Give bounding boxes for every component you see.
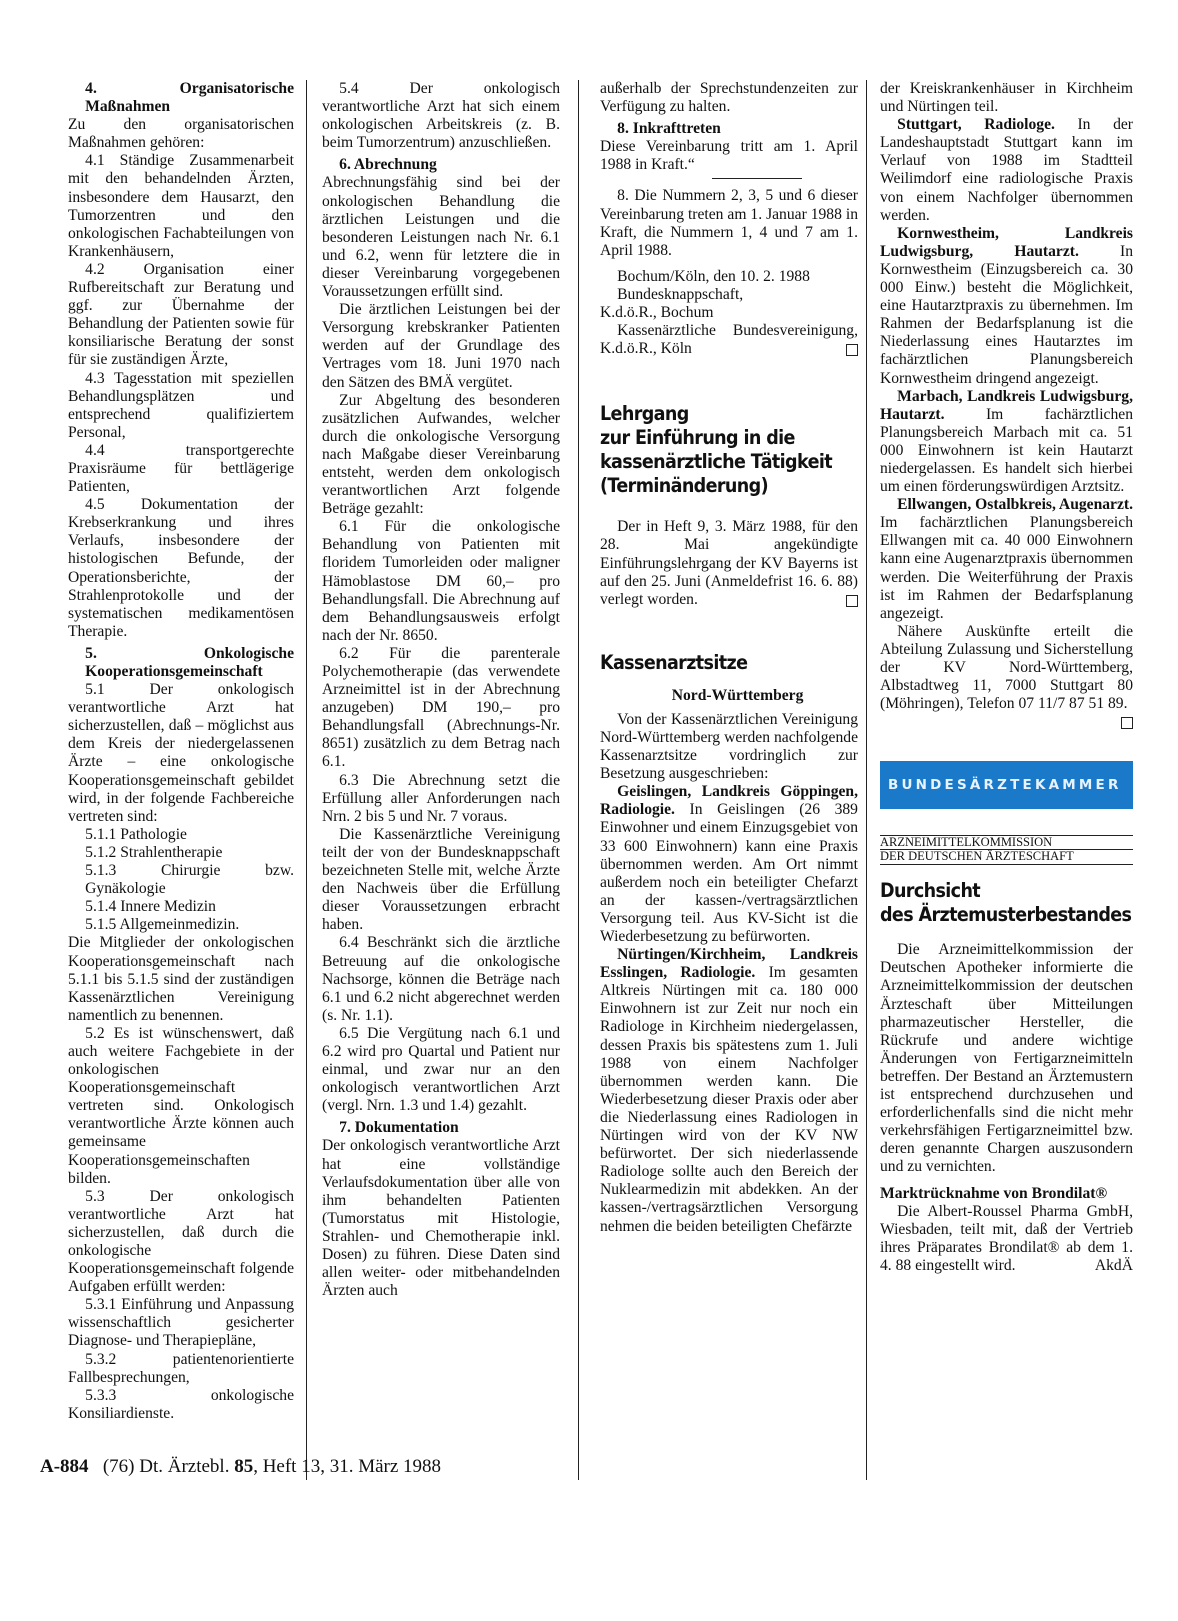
item-5-3-2: 5.3.2 patientenorientierte Fallbesprechungen,	[68, 1350, 294, 1386]
entry-geislingen: Geislingen, Landkreis Göppingen, Radiologie. In Geislingen (26 389 Einwohner und einem Einzugsgebiet von 33 600 Einwohnern) kann eine Praxis übernommen werden. Am Ort nimmt außerdem noch ein beteiligter Chefarzt an der kassen-/vertragsärztlichen Versorgung teil. Aus KV-Sicht ist die Wiederbesetzung zu befürworten.	[600, 783, 858, 945]
kicker-line-1: ARZNEIMITTELKOMMISSION	[880, 836, 1133, 850]
item-5-1-3: 5.1.3 Chirurgie bzw. Gynäkologie	[85, 862, 294, 898]
section-6-intro: Abrechnungsfähig sind bei der onkologischen Behandlung die ärztlichen Leistungen und die besonderen Leistungen nach Nr. 6.1 und 6.2, wenn für letztere die in dieser Vereinbarung vorgegebenen Voraussetzungen erfüllt sind.	[322, 174, 560, 301]
item-4-1: 4.1 Ständige Zusammenarbeit mit den behandelnden Ärzten, insbesondere dem Hausarzt, den Tumorzentren und den onkologischen Fachabteilungen von Krankenhäusern,	[68, 152, 294, 260]
lehrgang-text: Der in Heft 9, 3. März 1988, für den 28. Mai angekündigte Einführungslehrgang der KV Bayerns ist auf den 25. Juni (Anmeldefrist 16. 6. 88) verlegt worden.	[600, 518, 858, 608]
item-5-3-1: 5.3.1 Einführung und Anpassung wissenschaftlich gesicherter Diagnose- und Therapiepläne,	[68, 1296, 294, 1350]
item-4-3: 4.3 Tagesstation mit speziellen Behandlungsplätzen und entsprechend qualifiziertem Personal,	[68, 369, 294, 441]
contact-info: Nähere Auskünfte erteilt die Abteilung Zulassung und Sicherstellung der KV Nord-Württemberg, Albstadtweg 11, 7000 Stuttgart 80 (Möhringen), Telefon 07 11/7 87 51 89.	[880, 623, 1133, 713]
volume-number: 85	[234, 1456, 254, 1477]
section-7-title: 7. Dokumentation	[339, 1119, 459, 1137]
item-6-3: 6.3 Die Abrechnung setzt die Erfüllung aller Anforderungen nach Nrn. 2 bis 5 und Nr. 7 voraus.	[322, 771, 560, 825]
kicker	[880, 835, 1133, 865]
clause-8: 8. Die Nummern 2, 3, 5 und 6 dieser Vereinbarung treten am 1. Januar 1988 in Kraft, die Nummern 1, 4 und 7 am 1. April 1988.	[600, 187, 858, 259]
lehrgang-headline-line-3: kassenärztliche Tätigkeit	[600, 450, 832, 474]
party-1-line-1: Bundesknappschaft,	[617, 285, 744, 303]
marktruecknahme-title: Marktrücknahme von Brondilat®	[880, 1184, 1108, 1202]
signature: AkdÄ	[1094, 1256, 1133, 1274]
item-5-2: 5.2 Es ist wünschenswert, daß auch weitere Fachgebiete in der onkologischen Kooperationsgemeinschaft vertreten sind. Onkologisch verantwortliche Ärzte können auch gemeinsame Kooperationsgemeinschaften bilden.	[68, 1024, 294, 1187]
item-6-4: 6.4 Beschränkt sich die ärztliche Betreuung auf die onkologische Nachsorge, können die Beträge nach 6.1 und 6.2 nicht abgerechnet werden (s. Nr. 1.1).	[322, 934, 560, 1024]
column-1	[68, 80, 294, 1423]
entry-location: Geislingen, Landkreis Göppingen, Radiologie.	[600, 783, 858, 819]
lehrgang-headline-line-4: (Terminänderung)	[600, 474, 768, 498]
entry-location: Nürtingen/Kirchheim, Landkreis Esslingen, Radiologie.	[600, 946, 858, 982]
marktruecknahme-text: Die Albert-Roussel Pharma GmbH, Wiesbaden, teilt mit, daß der Vertrieb ihres Präparates Brondilat® ab dem 1. 4. 88 eingestellt wird. AkdÄ	[880, 1202, 1133, 1274]
item-6-1: 6.1 Für die onkologische Behandlung von Patienten mit floridem Tumorleiden oder maligner Hämoblastose DM 60,– pro Behandlungsfall. Die Abrechnung auf dem Behandlungsausweis erfolgt nach der Nr. 8650.	[322, 518, 560, 644]
column-2	[322, 80, 560, 1300]
item-6-2: 6.2 Für die parenterale Polychemotherapie (das verwendete Arzneimittel ist in der Abrechnung anzugeben) DM 190,– pro Behandlungsfall (Abrechnungs-Nr. 8651) zusätzlich zu dem Betrag nach 6.1.	[322, 644, 560, 771]
section-6-fees: Die ärztlichen Leistungen bei der Versorgung krebskranker Patienten werden auf der Grundlage des Vertrages vom 18. Juni 1970 nach den Sätzen des BMÄ vergütet.	[322, 301, 560, 391]
column-rule-2	[578, 80, 579, 1480]
entry-stuttgart: Stuttgart, Radiologe. In der Landeshauptstadt Stuttgart kann im Verlauf von 1988 im Stadtteil Weilimdorf eine radiologische Praxis von einem Nachfolger übernommen werden.	[880, 116, 1133, 224]
item-5-1: 5.1 Der onkologisch verantwortliche Arzt hat sicherzustellen, daß – möglichst aus dem Kreis der niedergelassenen Ärzte – eine onkologische Kooperationsgemeinschaft gebildet wird, in der folgende Fachbereiche vertreten sind:	[68, 681, 294, 825]
end-mark-icon	[1121, 717, 1133, 729]
lehrgang-headline	[600, 402, 858, 498]
item-5-3: 5.3 Der onkologisch verantwortliche Arzt hat sicherzustellen, daß durch die onkologische Kooperationsgemeinschaft folgende Aufgaben erfüllt werden:	[68, 1187, 294, 1296]
column-rule-3	[866, 80, 867, 1480]
entry-nuertingen: Nürtingen/Kirchheim, Landkreis Esslingen, Radiologie. Im gesamten Altkreis Nürtingen mit ca. 180 000 Einwohnern ist zur Zeit nur noch ein Radiologe in Kirchheim niedergelassen, dessen Praxis bis spätestens zum 1. Juli 1988 von einem Nachfolger übernommen werden kann. Die Wiederbesetzung dieser Praxis oder aber die Niederlassung eines Radiologen in Nürtingen wird von der KV NW befürwortet. Der sich niederlassende Radiologe sollte auch den Bereich der Nuklearmedizin mit abdekken. An der kassen-/vertragsärztlichen Versorgung nehmen die beiden beteiligten Chefärzte	[600, 946, 858, 1235]
end-mark-icon	[846, 595, 858, 607]
party-2: Kassenärztliche Bundesvereinigung, K.d.ö.R., Köln	[600, 322, 858, 358]
kassenarztsitze-intro: Von der Kassenärztlichen Vereinigung Nord-Württemberg werden nachfolgende Kassenarztsitze vordringlich zur Besetzung ausgeschrieben:	[600, 710, 858, 783]
region-heading: Nord-Württemberg	[671, 686, 804, 704]
end-mark-icon	[846, 344, 858, 356]
column-rule-1	[306, 80, 307, 1480]
section-7-continued: außerhalb der Sprechstundenzeiten zur Verfügung zu halten.	[600, 80, 858, 116]
party-1-line-2: K.d.ö.R., Bochum	[600, 304, 714, 322]
page-footer	[40, 1456, 441, 1478]
entry-location: Ellwangen, Ostalbkreis, Augenarzt.	[897, 496, 1133, 514]
item-5-4: 5.4 Der onkologisch verantwortliche Arzt hat sich einem onkologischen Arbeitskreis (z. B. beim Tumorzentrum) anzuschließen.	[322, 80, 560, 152]
kicker-line-2: DER DEUTSCHEN ÄRZTESCHAFT	[880, 849, 1074, 864]
section-7-text: Der onkologisch verantwortliche Arzt hat eine vollständige Verlaufsdokumentation über alle von ihm behandelten Patienten (Tumorstatus mit Histologie, Strahlen- und Chemotherapie inkl. Dosen) zu führen. Diese Daten sind allen weiter- oder mitbehandelnden Ärzten auch	[322, 1137, 560, 1300]
separator-rule	[712, 178, 802, 179]
entry-kornwestheim: Kornwestheim, Landkreis Ludwigsburg, Hautarzt. In Kornwestheim (Einzugsbereich ca. 30 000 Einw.) besteht die Möglichkeit, eine Hautarztpraxis zu übernehmen. Im Rahmen der Bedarfsplanung ist die Niederlassung eines Hautarztes im fachärztlichen Planungsbereich Kornwestheim dringend angezeigt.	[880, 224, 1133, 387]
bundesaerztekammer-banner: BUNDESÄRZTEKAMMER	[880, 761, 1133, 809]
entry-marbach: Marbach, Landkreis Ludwigsburg, Hautarzt. Im fachärztlichen Planungsbereich Marbach mit ca. 51 000 Einwohnern ist kein Hautarzt niedergelassen. Es handelt sich hierbei um einen förderungswürdigen Arztsitz.	[880, 387, 1133, 496]
entry-ellwangen: Ellwangen, Ostalbkreis, Augenarzt. Im fachärztlichen Planungsbereich Ellwangen mit ca. 40 000 Einwohnern kann eine Augenarztpraxis übernommen werden. Die Weiterführung der Praxis ist im Rahmen der Bedarfsplanung angezeigt.	[880, 496, 1133, 622]
durchsicht-headline-line-2: des Ärztemusterbestandes	[880, 903, 1132, 927]
entry-nuertingen-continued: der Kreiskrankenhäuser in Kirchheim und Nürtingen teil.	[880, 80, 1133, 116]
durchsicht-headline-line-1: Durchsicht	[880, 879, 981, 903]
section-5-members: Die Mitglieder der onkologischen Kooperationsgemeinschaft nach 5.1.1 bis 5.1.5 sind der zuständigen Kassenärztlichen Vereinigung namentlich zu benennen.	[68, 934, 294, 1024]
section-8-title: 8. Inkrafttreten	[617, 120, 721, 138]
section-4-intro: Zu den organisatorischen Maßnahmen gehören:	[68, 116, 294, 152]
section-5-title: 5. Onkologische Kooperationsgemeinschaft	[85, 644, 294, 680]
lehrgang-headline-line-2: zur Einführung in die	[600, 426, 795, 450]
section-6-kv: Die Kassenärztliche Vereinigung teilt der von der Bundesknappschaft bezeichneten Stelle mit, welche Ärzte den Nachweis über die Erfüllung dieser Voraussetzungen erbracht haben.	[322, 825, 560, 934]
page-number: A-884	[40, 1456, 89, 1477]
item-5-3-3: 5.3.3 onkologische Konsiliardienste.	[68, 1386, 294, 1422]
entry-location: Kornwestheim, Landkreis Ludwigsburg, Hautarzt.	[880, 224, 1133, 260]
section-6-extra: Zur Abgeltung des besonderen zusätzlichen Aufwandes, welcher durch die onkologische Versorgung nach Maßgabe dieser Vereinbarung entsteht, werden dem onkologisch verantwortlichen Arzt folgende Beträge gezahlt:	[322, 391, 560, 518]
durchsicht-text: Die Arzneimittelkommission der Deutschen Apotheker informierte die Arzneimittelkommission der deutschen Ärzteschaft über Mitteilungen pharmazeutischer Hersteller, die Rückrufe und andere wichtige Änderungen von Fertigarzneimitteln betreffen. Der Bestand an Ärztemustern ist entsprechend durchzusehen und erforderlichenfalls sind die nicht mehr verkehrsfähigen Fertigarzneimittel bzw. deren genannte Chargen auszusondern und zu vernichten.	[880, 941, 1133, 1176]
column-3	[600, 80, 858, 1236]
issue-date: , Heft 13, 31. März 1988	[253, 1456, 442, 1477]
item-4-4: 4.4 transportgerechte Praxisräume für bettlägerige Patienten,	[68, 441, 294, 496]
section-4-title: 4. Organisatorische Maßnahmen	[85, 80, 294, 116]
column-4	[880, 80, 1133, 1275]
item-6-5: 6.5 Die Vergütung nach 6.1 und 6.2 wird pro Quartal und Patient nur einmal, und zwar nur an den onkologisch verantwortlichen Arzt (vergl. Nrn. 1.3 und 1.4) gezahlt.	[322, 1024, 560, 1115]
entry-location: Marbach, Landkreis Ludwigsburg, Hautarzt.	[880, 387, 1133, 423]
item-5-1-5: 5.1.5 Allgemeinmedizin.	[85, 916, 240, 934]
item-5-1-2: 5.1.2 Strahlentherapie	[85, 843, 223, 861]
item-5-1-4: 5.1.4 Innere Medizin	[85, 898, 216, 916]
entry-location: Stuttgart, Radiologe.	[897, 116, 1055, 134]
kassenarztsitze-headline: Kassenarztsitze	[600, 650, 748, 674]
section-6-title: 6. Abrechnung	[339, 156, 437, 174]
journal-ref: (76) Dt. Ärztebl.	[102, 1456, 230, 1477]
item-4-5: 4.5 Dokumentation der Krebserkrankung und ihres Verlaufs, insbesondere der histologischen Befunde, der Operationsberichte, der Strahlenprotokolle und der systematischen medikamentösen Therapie.	[68, 496, 294, 640]
item-4-2: 4.2 Organisation einer Rufbereitschaft zur Beratung und ggf. zur Übernahme der Behandlung der Patienten sowie für konsiliarische Beratung der sonst für sie zuständigen Ärzte,	[68, 260, 294, 369]
section-8-text: Diese Vereinbarung tritt am 1. April 1988 in Kraft.“	[600, 138, 858, 174]
place-date: Bochum/Köln, den 10. 2. 1988	[617, 267, 810, 285]
durchsicht-headline	[880, 879, 1133, 927]
item-5-1-1: 5.1.1 Pathologie	[85, 825, 187, 843]
lehrgang-headline-line-1: Lehrgang	[600, 402, 689, 426]
